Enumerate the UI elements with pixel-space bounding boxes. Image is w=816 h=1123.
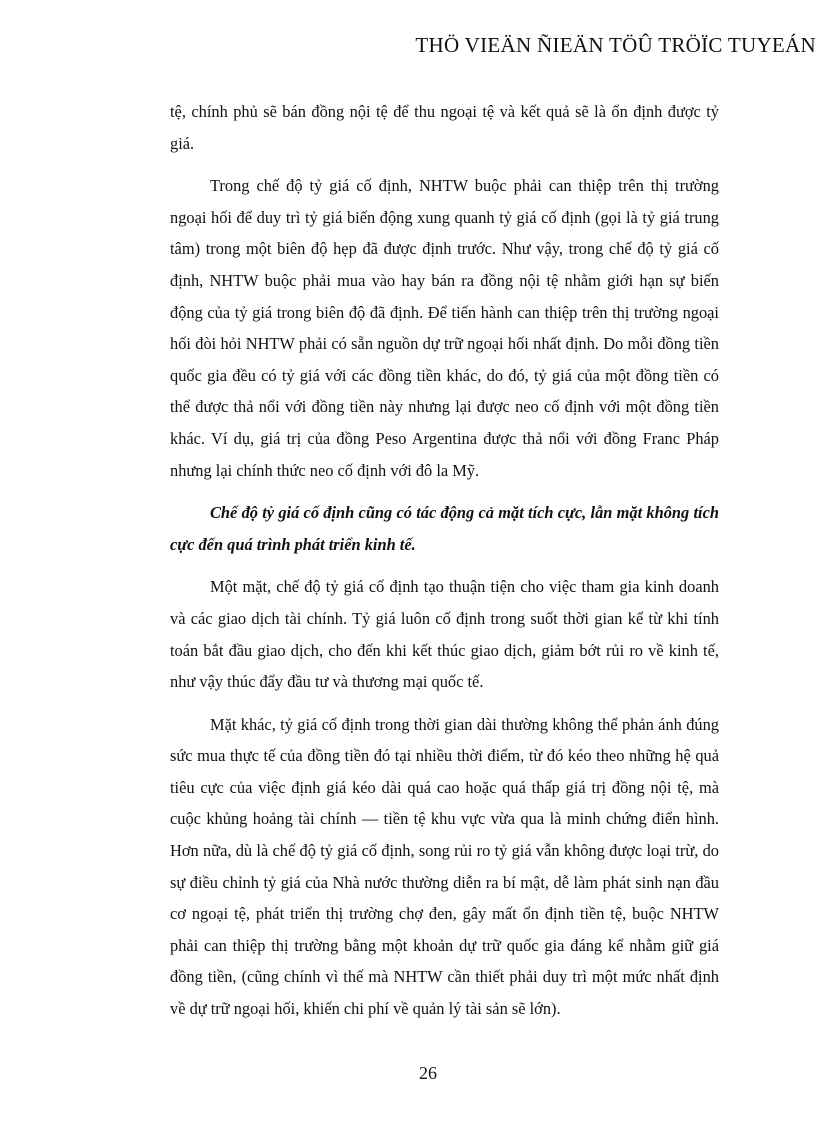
page-body <box>170 96 719 1036</box>
paragraph-negative-effects: Mặt khác, tỷ giá cố định trong thời gian dài thường không thể phản ánh đúng sức mua thực tế của đồng tiền đó tại nhiều thời điểm, từ đó kéo theo những hệ quả tiêu cực của việc định giá kéo dài quá cao hoặc quá thấp giá trị đồng nội tệ, mà cuộc khủng hoảng tài chính — tiền tệ khu vực vừa qua là minh chứng điển hình. Hơn nữa, dù là chế độ tỷ giá cố định, song rủi ro tỷ giá vẫn không được loại trừ, do sự điều chỉnh tỷ giá của Nhà nước thường diễn ra bí mật, dễ làm phát sinh nạn đầu cơ ngoại tệ, phát triển thị trường chợ đen, gây mất ổn định tiền tệ, buộc NHTW phải can thiệp thị trường bằng một khoản dự trữ quốc gia đáng kể nhằm giữ giá đồng tiền, (cũng chính vì thế mà NHTW cần thiết phải duy trì một mức nhất định về dự trữ ngoại hối, khiến chi phí về quản lý tài sản sẽ lớn). <box>170 714 719 1019</box>
section-heading-emphasis: Chế độ tỷ giá cố định cũng có tác động cả mặt tích cực, lẫn mặt không tích cực đến quá trình phát triển kinh tế. <box>170 503 719 554</box>
paragraph-positive-effects: Một mặt, chế độ tỷ giá cố định tạo thuận tiện cho việc tham gia kinh doanh và các giao dịch tài chính. Tỷ giá luôn cố định trong suốt thời gian kể từ khi tính toán bắt đầu giao dịch, cho đến khi kết thúc giao dịch, giảm bớt rủi ro về kinh tế, như vậy thúc đẩy đầu tư và thương mại quốc tế. <box>170 577 719 692</box>
paragraph-continued: tệ, chính phủ sẽ bán đồng nội tệ để thu ngoại tệ và kết quả sẽ là ổn định được tỷ giá. <box>170 102 719 153</box>
paragraph-fixed-rate-intervention: Trong chế độ tỷ giá cố định, NHTW buộc phải can thiệp trên thị trường ngoại hối để duy trì tỷ giá biến động xung quanh tỷ giá cố định (gọi là tỷ giá trung tâm) trong một biên độ hẹp đã được định trước. Như vậy, trong chế độ tỷ giá cố định, NHTW buộc phải mua vào hay bán ra đồng nội tệ nhằm giới hạn sự biến động của tỷ giá trong biên độ đã định. Để tiến hành can thiệp trên thị trường ngoại hối đòi hỏi NHTW phải có sẵn nguồn dự trữ ngoại hối nhất định. Do mỗi đồng tiền quốc gia đều có tỷ giá với các đồng tiền khác, do đó, tỷ giá của một đồng tiền có thể được thả nổi với đồng tiền này nhưng lại được neo cố định với một đồng tiền khác. Ví dụ, giá trị của đồng Peso Argentina được thả nổi với đồng Franc Pháp nhưng lại chính thức neo cố định với đô la Mỹ. <box>170 176 719 480</box>
page-number: 26 <box>419 1063 437 1083</box>
running-header: THÖ VIEÄN ÑIEÄN TÖÛ TRÖÏC TUYEÁN <box>415 33 816 57</box>
